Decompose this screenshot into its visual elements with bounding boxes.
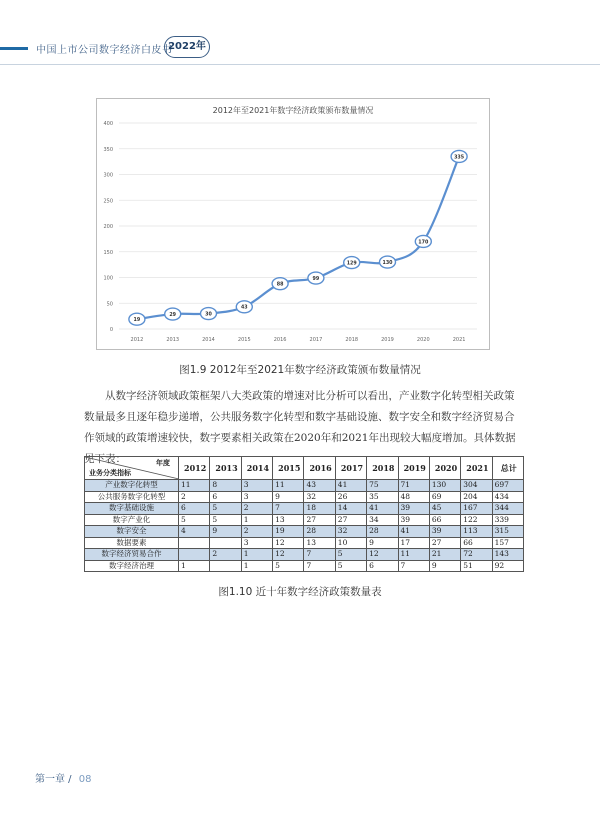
table-header-row <box>85 457 524 480</box>
x-tick-label: 2021 <box>452 337 466 343</box>
table-cell: 66 <box>429 514 460 526</box>
table-caption: 图1.10 近十年数字经济政策数量表 <box>218 586 382 598</box>
table-cell: 9 <box>210 526 241 538</box>
row-category: 数字基础设施 <box>85 503 179 515</box>
year-header: 2019 <box>398 457 429 480</box>
data-label: 19 <box>133 318 141 324</box>
page-footer <box>35 770 91 785</box>
table-cell: 5 <box>273 560 304 572</box>
table-cell: 2 <box>179 491 210 503</box>
y-tick-label: 200 <box>103 224 113 230</box>
table-cell: 11 <box>179 480 210 492</box>
table-cell: 13 <box>273 514 304 526</box>
y-tick-label: 300 <box>103 172 113 179</box>
table-cell: 35 <box>367 491 398 503</box>
y-tick-label: 350 <box>103 146 113 153</box>
row-category: 数字经济贸易合作 <box>85 549 179 561</box>
year-header: 2012 <box>179 457 210 480</box>
table-row <box>85 560 524 572</box>
table-cell: 45 <box>429 503 460 515</box>
table-cell: 167 <box>461 503 492 515</box>
x-tick-label: 2020 <box>416 337 430 343</box>
table-cell: 9 <box>367 537 398 549</box>
table-row <box>85 526 524 538</box>
x-tick-label: 2015 <box>237 337 251 343</box>
table-cell: 28 <box>304 526 335 538</box>
table-row <box>85 503 524 515</box>
table-cell: 6 <box>367 560 398 572</box>
footer-chapter: 第一章 / <box>35 774 72 785</box>
x-tick-label: 2014 <box>202 337 215 343</box>
x-tick-label: 2019 <box>381 337 394 343</box>
year-header: 2018 <box>367 457 398 480</box>
table-cell: 13 <box>304 537 335 549</box>
table-cell: 122 <box>461 514 492 526</box>
data-label: 29 <box>169 312 177 318</box>
table-cell <box>210 537 241 549</box>
x-tick-label: 2012 <box>130 337 144 343</box>
y-tick-label: 250 <box>103 198 113 205</box>
table-cell: 34 <box>367 514 398 526</box>
table-cell: 5 <box>210 514 241 526</box>
table-cell: 41 <box>398 526 429 538</box>
table-cell: 75 <box>367 480 398 492</box>
data-label: 130 <box>382 260 393 266</box>
table-cell: 1 <box>241 549 272 561</box>
table-cell: 11 <box>273 480 304 492</box>
table-corner-cell <box>85 457 179 480</box>
x-tick-label: 2013 <box>166 337 180 343</box>
table-cell: 27 <box>335 514 366 526</box>
year-header: 2013 <box>210 457 241 480</box>
header-accent-bar <box>0 47 28 50</box>
table-cell: 5 <box>335 549 366 561</box>
table-row <box>85 514 524 526</box>
table-cell: 14 <box>335 503 366 515</box>
data-label: 88 <box>276 282 284 288</box>
table-cell: 48 <box>398 491 429 503</box>
table-cell: 11 <box>398 549 429 561</box>
table-cell: 19 <box>273 526 304 538</box>
table-cell: 3 <box>241 480 272 492</box>
table-cell: 1 <box>241 514 272 526</box>
y-tick-label: 400 <box>103 121 113 127</box>
table-cell: 66 <box>461 537 492 549</box>
table-cell: 32 <box>335 526 366 538</box>
table-cell <box>210 560 241 572</box>
table-cell: 69 <box>429 491 460 503</box>
corner-category-label: 业务分类指标 <box>89 468 131 477</box>
table-cell: 434 <box>492 491 523 503</box>
y-tick-label: 150 <box>103 249 113 256</box>
table-cell: 130 <box>429 480 460 492</box>
row-category: 数字经济治理 <box>85 560 179 572</box>
policy-data-table <box>84 456 524 572</box>
data-label: 99 <box>312 276 320 282</box>
table-cell: 7 <box>398 560 429 572</box>
table-cell: 51 <box>461 560 492 572</box>
policy-count-chart <box>96 98 490 350</box>
table-cell: 32 <box>304 491 335 503</box>
page-header <box>0 0 600 72</box>
year-header: 2020 <box>429 457 460 480</box>
table-cell: 315 <box>492 526 523 538</box>
table-cell: 5 <box>210 503 241 515</box>
table-cell: 5 <box>335 560 366 572</box>
table-cell: 12 <box>273 537 304 549</box>
data-label: 170 <box>418 240 429 246</box>
table-row <box>85 491 524 503</box>
table-cell: 339 <box>492 514 523 526</box>
y-tick-label: 50 <box>106 301 113 308</box>
data-label: 30 <box>205 312 212 318</box>
table-cell: 92 <box>492 560 523 572</box>
year-header: 2014 <box>241 457 272 480</box>
body-paragraph: 从数字经济领域政策框架八大类政策的增速对比分析可以看出，产业数字化转型相关政策数量最多且逐年稳步递增，公共服务数字化转型和数字基础设施、数字安全和数字经济贸易合作领域的政策增速较快，数字要素相关政策在2020年和2021年出现较大幅度增加。具体数据见下表： <box>84 390 516 465</box>
table-cell: 43 <box>304 480 335 492</box>
year-header: 2021 <box>461 457 492 480</box>
table-cell: 27 <box>304 514 335 526</box>
year-header: 2017 <box>335 457 366 480</box>
table-cell: 2 <box>241 503 272 515</box>
table-cell <box>179 537 210 549</box>
table-cell: 2 <box>241 526 272 538</box>
year-header: 2015 <box>273 457 304 480</box>
table-cell: 1 <box>179 560 210 572</box>
table-cell: 4 <box>179 526 210 538</box>
table-cell: 113 <box>461 526 492 538</box>
table-row <box>85 549 524 561</box>
table-cell: 204 <box>461 491 492 503</box>
table-cell: 18 <box>304 503 335 515</box>
table-cell: 8 <box>210 480 241 492</box>
year-header: 2016 <box>304 457 335 480</box>
header-divider <box>0 64 600 65</box>
table-cell: 39 <box>429 526 460 538</box>
x-tick-label: 2016 <box>273 337 287 343</box>
table-cell: 39 <box>398 514 429 526</box>
table-cell <box>179 549 210 561</box>
header-title: 中国上市公司数字经济白皮书 <box>36 45 173 56</box>
table-cell: 28 <box>367 526 398 538</box>
chart-title: 2012年至2021年数字经济政策颁布数量情况 <box>212 106 374 115</box>
table-cell: 157 <box>492 537 523 549</box>
x-tick-label: 2018 <box>345 337 359 343</box>
table-cell: 27 <box>429 537 460 549</box>
table-cell: 344 <box>492 503 523 515</box>
table-body <box>85 480 524 572</box>
data-label: 43 <box>240 305 248 311</box>
table-cell: 304 <box>461 480 492 492</box>
table-cell: 39 <box>398 503 429 515</box>
table-cell: 2 <box>210 549 241 561</box>
row-category: 数字产业化 <box>85 514 179 526</box>
header-year-badge: 2022年 <box>164 36 210 58</box>
figure-caption: 图1.9 2012年至2021年数字经济政策颁布数量情况 <box>179 364 421 376</box>
series-line <box>137 156 459 319</box>
chart-svg <box>97 99 489 349</box>
table-cell: 72 <box>461 549 492 561</box>
table-cell: 5 <box>179 514 210 526</box>
table-cell: 12 <box>273 549 304 561</box>
row-category: 数字安全 <box>85 526 179 538</box>
data-label: 335 <box>454 155 465 161</box>
table-cell: 71 <box>398 480 429 492</box>
table-cell: 1 <box>241 560 272 572</box>
table-cell: 7 <box>304 549 335 561</box>
table-cell: 6 <box>179 503 210 515</box>
row-category: 产业数字化转型 <box>85 480 179 492</box>
table-cell: 3 <box>241 537 272 549</box>
table-cell: 41 <box>335 480 366 492</box>
footer-page-number: 08 <box>78 774 92 785</box>
table-cell: 3 <box>241 491 272 503</box>
table-cell: 697 <box>492 480 523 492</box>
table-cell: 143 <box>492 549 523 561</box>
x-tick-label: 2017 <box>309 337 323 343</box>
table-cell: 12 <box>367 549 398 561</box>
table-cell: 7 <box>304 560 335 572</box>
data-label: 129 <box>346 261 357 267</box>
row-category: 数据要素 <box>85 537 179 549</box>
total-header: 总计 <box>492 457 523 480</box>
table-cell: 10 <box>335 537 366 549</box>
corner-year-label: 年度 <box>156 458 170 467</box>
table-cell: 41 <box>367 503 398 515</box>
table-cell: 7 <box>273 503 304 515</box>
table-cell: 9 <box>429 560 460 572</box>
table-cell: 9 <box>273 491 304 503</box>
y-tick-label: 0 <box>109 327 113 333</box>
y-tick-label: 100 <box>103 275 113 282</box>
table-cell: 6 <box>210 491 241 503</box>
table-cell: 17 <box>398 537 429 549</box>
table-cell: 26 <box>335 491 366 503</box>
table-cell: 21 <box>429 549 460 561</box>
table-row <box>85 480 524 492</box>
row-category: 公共服务数字化转型 <box>85 491 179 503</box>
table-row <box>85 537 524 549</box>
